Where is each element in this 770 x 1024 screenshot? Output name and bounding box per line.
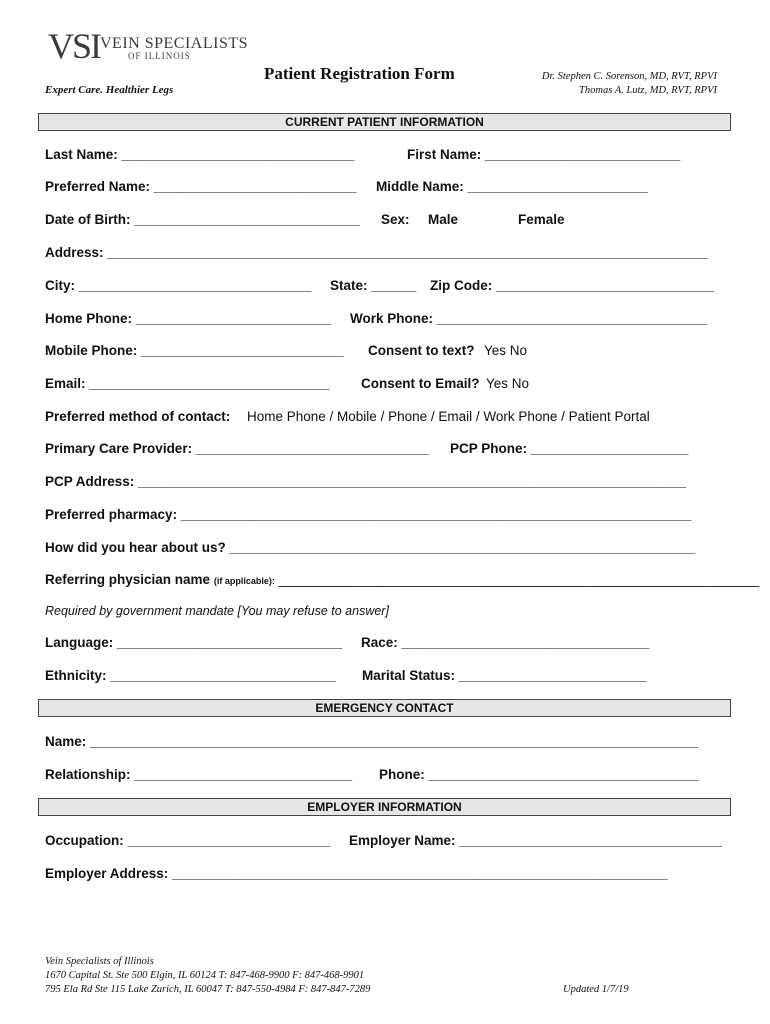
section-employer: EMPLOYER INFORMATION — [38, 798, 731, 816]
page-title: Patient Registration Form — [264, 64, 455, 83]
mandate-note: Required by government mandate [You may refuse to answer] — [45, 604, 389, 618]
pcp-phone-field[interactable]: PCP Phone: _____________________ — [450, 441, 689, 456]
first-name-field[interactable]: First Name: __________________________ — [407, 147, 681, 162]
pharmacy-field[interactable]: Preferred pharmacy: ____________________________________________________________________ — [45, 507, 692, 522]
consent-email-label: Consent to Email? — [361, 376, 480, 391]
work-phone-field[interactable]: Work Phone: ____________________________________ — [350, 311, 708, 326]
city-field[interactable]: City: _______________________________ — [45, 278, 312, 293]
relationship-field[interactable]: Relationship: _____________________________ — [45, 767, 352, 782]
ec-name-field[interactable]: Name: _________________________________________________________________________________ — [45, 734, 699, 749]
occupation-field[interactable]: Occupation: ___________________________ — [45, 833, 331, 848]
mobile-phone-field[interactable]: Mobile Phone: ___________________________ — [45, 343, 344, 358]
referring-line: ________________________________________________________________ — [278, 572, 760, 587]
zip-field[interactable]: Zip Code: _____________________________ — [430, 278, 714, 293]
logo-name: VEIN SPECIALISTS — [100, 35, 249, 52]
preferred-contact-options[interactable]: Home Phone / Mobile / Phone / Email / Work Phone / Patient Portal — [247, 409, 650, 424]
employer-name-field[interactable]: Employer Name: ___________________________________ — [349, 833, 723, 848]
address-field[interactable]: Address: ________________________________________________________________________________ — [45, 245, 708, 260]
state-field[interactable]: State: ______ — [330, 278, 417, 293]
dob-field[interactable]: Date of Birth: ______________________________ — [45, 212, 360, 227]
sex-male-option[interactable]: Male — [428, 212, 459, 227]
footer-address-block — [45, 955, 370, 997]
preferred-contact-label: Preferred method of contact: — [45, 409, 231, 424]
consent-text-options[interactable]: Yes No — [484, 343, 528, 358]
ethnicity-field[interactable]: Ethnicity: ______________________________ — [45, 668, 336, 683]
logo-subtitle: OF ILLINOIS — [128, 51, 191, 61]
marital-status-field[interactable]: Marital Status: _________________________ — [362, 668, 647, 683]
doctors-list — [542, 70, 717, 98]
ec-phone-field[interactable]: Phone: ____________________________________ — [379, 767, 699, 782]
referring-physician-field[interactable] — [45, 572, 759, 587]
section-current-patient: CURRENT PATIENT INFORMATION — [38, 113, 731, 131]
logo-mark: VSI — [48, 26, 101, 66]
middle-name-field[interactable]: Middle Name: ________________________ — [376, 179, 648, 194]
pcp-address-field[interactable]: PCP Address: _________________________________________________________________________ — [45, 474, 687, 489]
referring-note: (if applicable): — [213, 576, 275, 586]
sex-female-option[interactable]: Female — [518, 212, 565, 227]
race-field[interactable]: Race: _________________________________ — [361, 635, 650, 650]
consent-email-options[interactable]: Yes No — [486, 376, 530, 391]
doctor-2: Thomas A. Lutz, MD, RVT, RPVI — [579, 85, 717, 96]
email-field[interactable]: Email: ________________________________ — [45, 376, 330, 391]
doctor-1: Dr. Stephen C. Sorenson, MD, RVT, RPVI — [541, 71, 717, 82]
updated-date: Updated 1/7/19 — [563, 984, 629, 995]
last-name-field[interactable]: Last Name: _______________________________ — [45, 147, 355, 162]
employer-address-field[interactable]: Employer Address: __________________________________________________________________ — [45, 866, 668, 881]
pcp-field[interactable]: Primary Care Provider: _______________________________ — [45, 441, 429, 456]
footer-org: Vein Specialists of Illinois — [45, 956, 154, 967]
footer-line-2: 795 Ela Rd Ste 115 Lake Zurich, IL 60047 T: 847-550-4984 F: 847-847-7289 — [45, 984, 371, 995]
language-field[interactable]: Language: ______________________________ — [45, 635, 343, 650]
sex-label: Sex: — [381, 212, 410, 227]
referring-label: Referring physician name — [45, 572, 211, 587]
section-emergency-contact: EMERGENCY CONTACT — [38, 699, 731, 717]
consent-text-label: Consent to text? — [368, 343, 475, 358]
hear-about-field[interactable]: How did you hear about us? ______________________________________________________________ — [45, 540, 696, 555]
tagline: Expert Care. Healthier Legs — [45, 84, 174, 96]
preferred-name-field[interactable]: Preferred Name: ___________________________ — [45, 179, 357, 194]
vsi-logo — [48, 26, 249, 67]
home-phone-field[interactable]: Home Phone: __________________________ — [45, 311, 331, 326]
footer-line-1: 1670 Capital St. Ste 500 Elgin, IL 60124 T: 847-468-9900 F: 847-468-9901 — [45, 970, 365, 981]
